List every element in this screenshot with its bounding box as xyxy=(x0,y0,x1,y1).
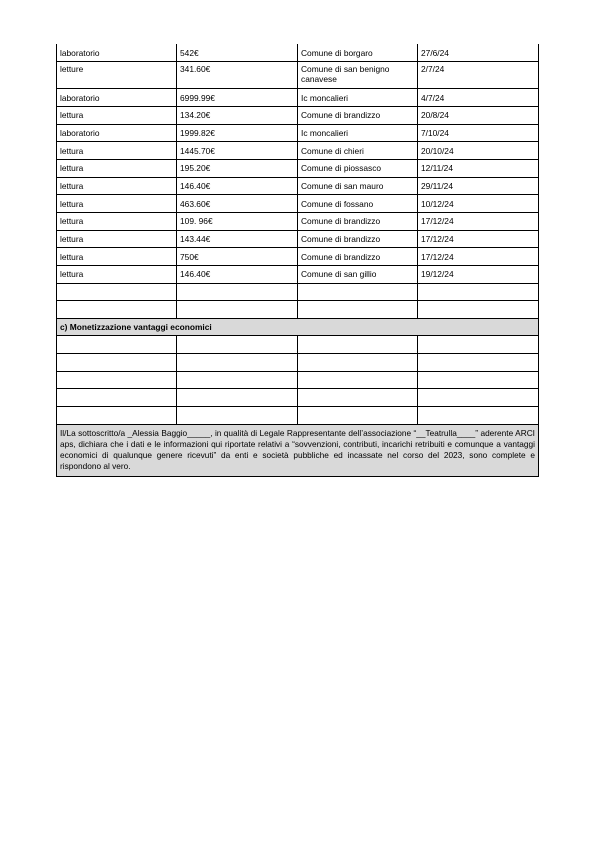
empty-row xyxy=(57,353,539,371)
cell-date: 17/12/24 xyxy=(418,213,539,231)
declaration-row xyxy=(57,424,539,476)
table-row xyxy=(57,142,539,160)
cell-type: laboratorio xyxy=(57,124,177,142)
cell-entity: Comune di brandizzo xyxy=(298,106,418,124)
cell-type: lettura xyxy=(57,106,177,124)
cell-amount: 109. 96€ xyxy=(177,213,298,231)
declaration-text: Il/La sottoscritto/a _Alessia Baggio_____, in qualità di Legale Rappresentante dell’associazione “__Teatrulla____” aderente ARCI aps, dichiara che i dati e le informazioni qui riportate relativi a “sovvenzioni, contributi, incarichi retribuiti e comunque a vantaggi economici di qualunque genere ricevuti” da enti e società pubbliche ed incassate nel corso del 2023, sono complete e rispondono al vero. xyxy=(57,424,539,476)
cell-entity: Comune di fossano xyxy=(298,195,418,213)
empty-row xyxy=(57,371,539,389)
cell-type: lettura xyxy=(57,213,177,231)
cell-date: 2/7/24 xyxy=(418,62,539,89)
cell-date: 4/7/24 xyxy=(418,89,539,107)
empty-row xyxy=(57,283,539,301)
cell-type: laboratorio xyxy=(57,89,177,107)
section-c-header xyxy=(57,319,539,336)
cell-type: letture xyxy=(57,62,177,89)
table-row xyxy=(57,106,539,124)
cell-entity: Comune di chieri xyxy=(298,142,418,160)
section-c-title: c) Monetizzazione vantaggi economici xyxy=(57,319,539,336)
table-row xyxy=(57,195,539,213)
empty-row xyxy=(57,301,539,319)
cell-entity: Comune di san mauro xyxy=(298,177,418,195)
empty-row xyxy=(57,406,539,424)
cell-type: lettura xyxy=(57,142,177,160)
table-row xyxy=(57,44,539,62)
table-row xyxy=(57,124,539,142)
cell-entity: Comune di piossasco xyxy=(298,159,418,177)
cell-amount: 463.60€ xyxy=(177,195,298,213)
cell-type: laboratorio xyxy=(57,44,177,62)
cell-date: 20/10/24 xyxy=(418,142,539,160)
table-row xyxy=(57,62,539,89)
table-row xyxy=(57,266,539,284)
table-row xyxy=(57,89,539,107)
cell-amount: 134.20€ xyxy=(177,106,298,124)
cell-amount: 341.60€ xyxy=(177,62,298,89)
cell-date: 12/11/24 xyxy=(418,159,539,177)
table-row xyxy=(57,230,539,248)
cell-date: 19/12/24 xyxy=(418,266,539,284)
cell-amount: 750€ xyxy=(177,248,298,266)
empty-row xyxy=(57,336,539,354)
funding-table xyxy=(56,44,539,477)
table-row xyxy=(57,248,539,266)
cell-type: lettura xyxy=(57,266,177,284)
cell-amount: 542€ xyxy=(177,44,298,62)
table-row xyxy=(57,159,539,177)
cell-type: lettura xyxy=(57,195,177,213)
cell-date: 7/10/24 xyxy=(418,124,539,142)
cell-amount: 6999.99€ xyxy=(177,89,298,107)
cell-entity: Comune di san benigno canavese xyxy=(298,62,418,89)
cell-date: 17/12/24 xyxy=(418,248,539,266)
cell-amount: 143.44€ xyxy=(177,230,298,248)
cell-date: 10/12/24 xyxy=(418,195,539,213)
cell-entity: Comune di borgaro xyxy=(298,44,418,62)
cell-amount: 146.40€ xyxy=(177,266,298,284)
cell-entity: Comune di brandizzo xyxy=(298,248,418,266)
cell-amount: 195.20€ xyxy=(177,159,298,177)
cell-type: lettura xyxy=(57,248,177,266)
cell-entity: Ic moncalieri xyxy=(298,124,418,142)
cell-date: 27/6/24 xyxy=(418,44,539,62)
cell-amount: 1445.70€ xyxy=(177,142,298,160)
table-row xyxy=(57,177,539,195)
cell-amount: 1999.82€ xyxy=(177,124,298,142)
cell-date: 17/12/24 xyxy=(418,230,539,248)
cell-type: lettura xyxy=(57,177,177,195)
cell-date: 20/8/24 xyxy=(418,106,539,124)
cell-entity: Comune di brandizzo xyxy=(298,213,418,231)
cell-type: lettura xyxy=(57,230,177,248)
cell-entity: Comune di brandizzo xyxy=(298,230,418,248)
cell-type: lettura xyxy=(57,159,177,177)
cell-date: 29/11/24 xyxy=(418,177,539,195)
funding-rows xyxy=(57,44,539,476)
cell-entity: Comune di san gillio xyxy=(298,266,418,284)
cell-amount: 146.40€ xyxy=(177,177,298,195)
cell-entity: Ic moncalieri xyxy=(298,89,418,107)
empty-row xyxy=(57,389,539,407)
table-row xyxy=(57,213,539,231)
